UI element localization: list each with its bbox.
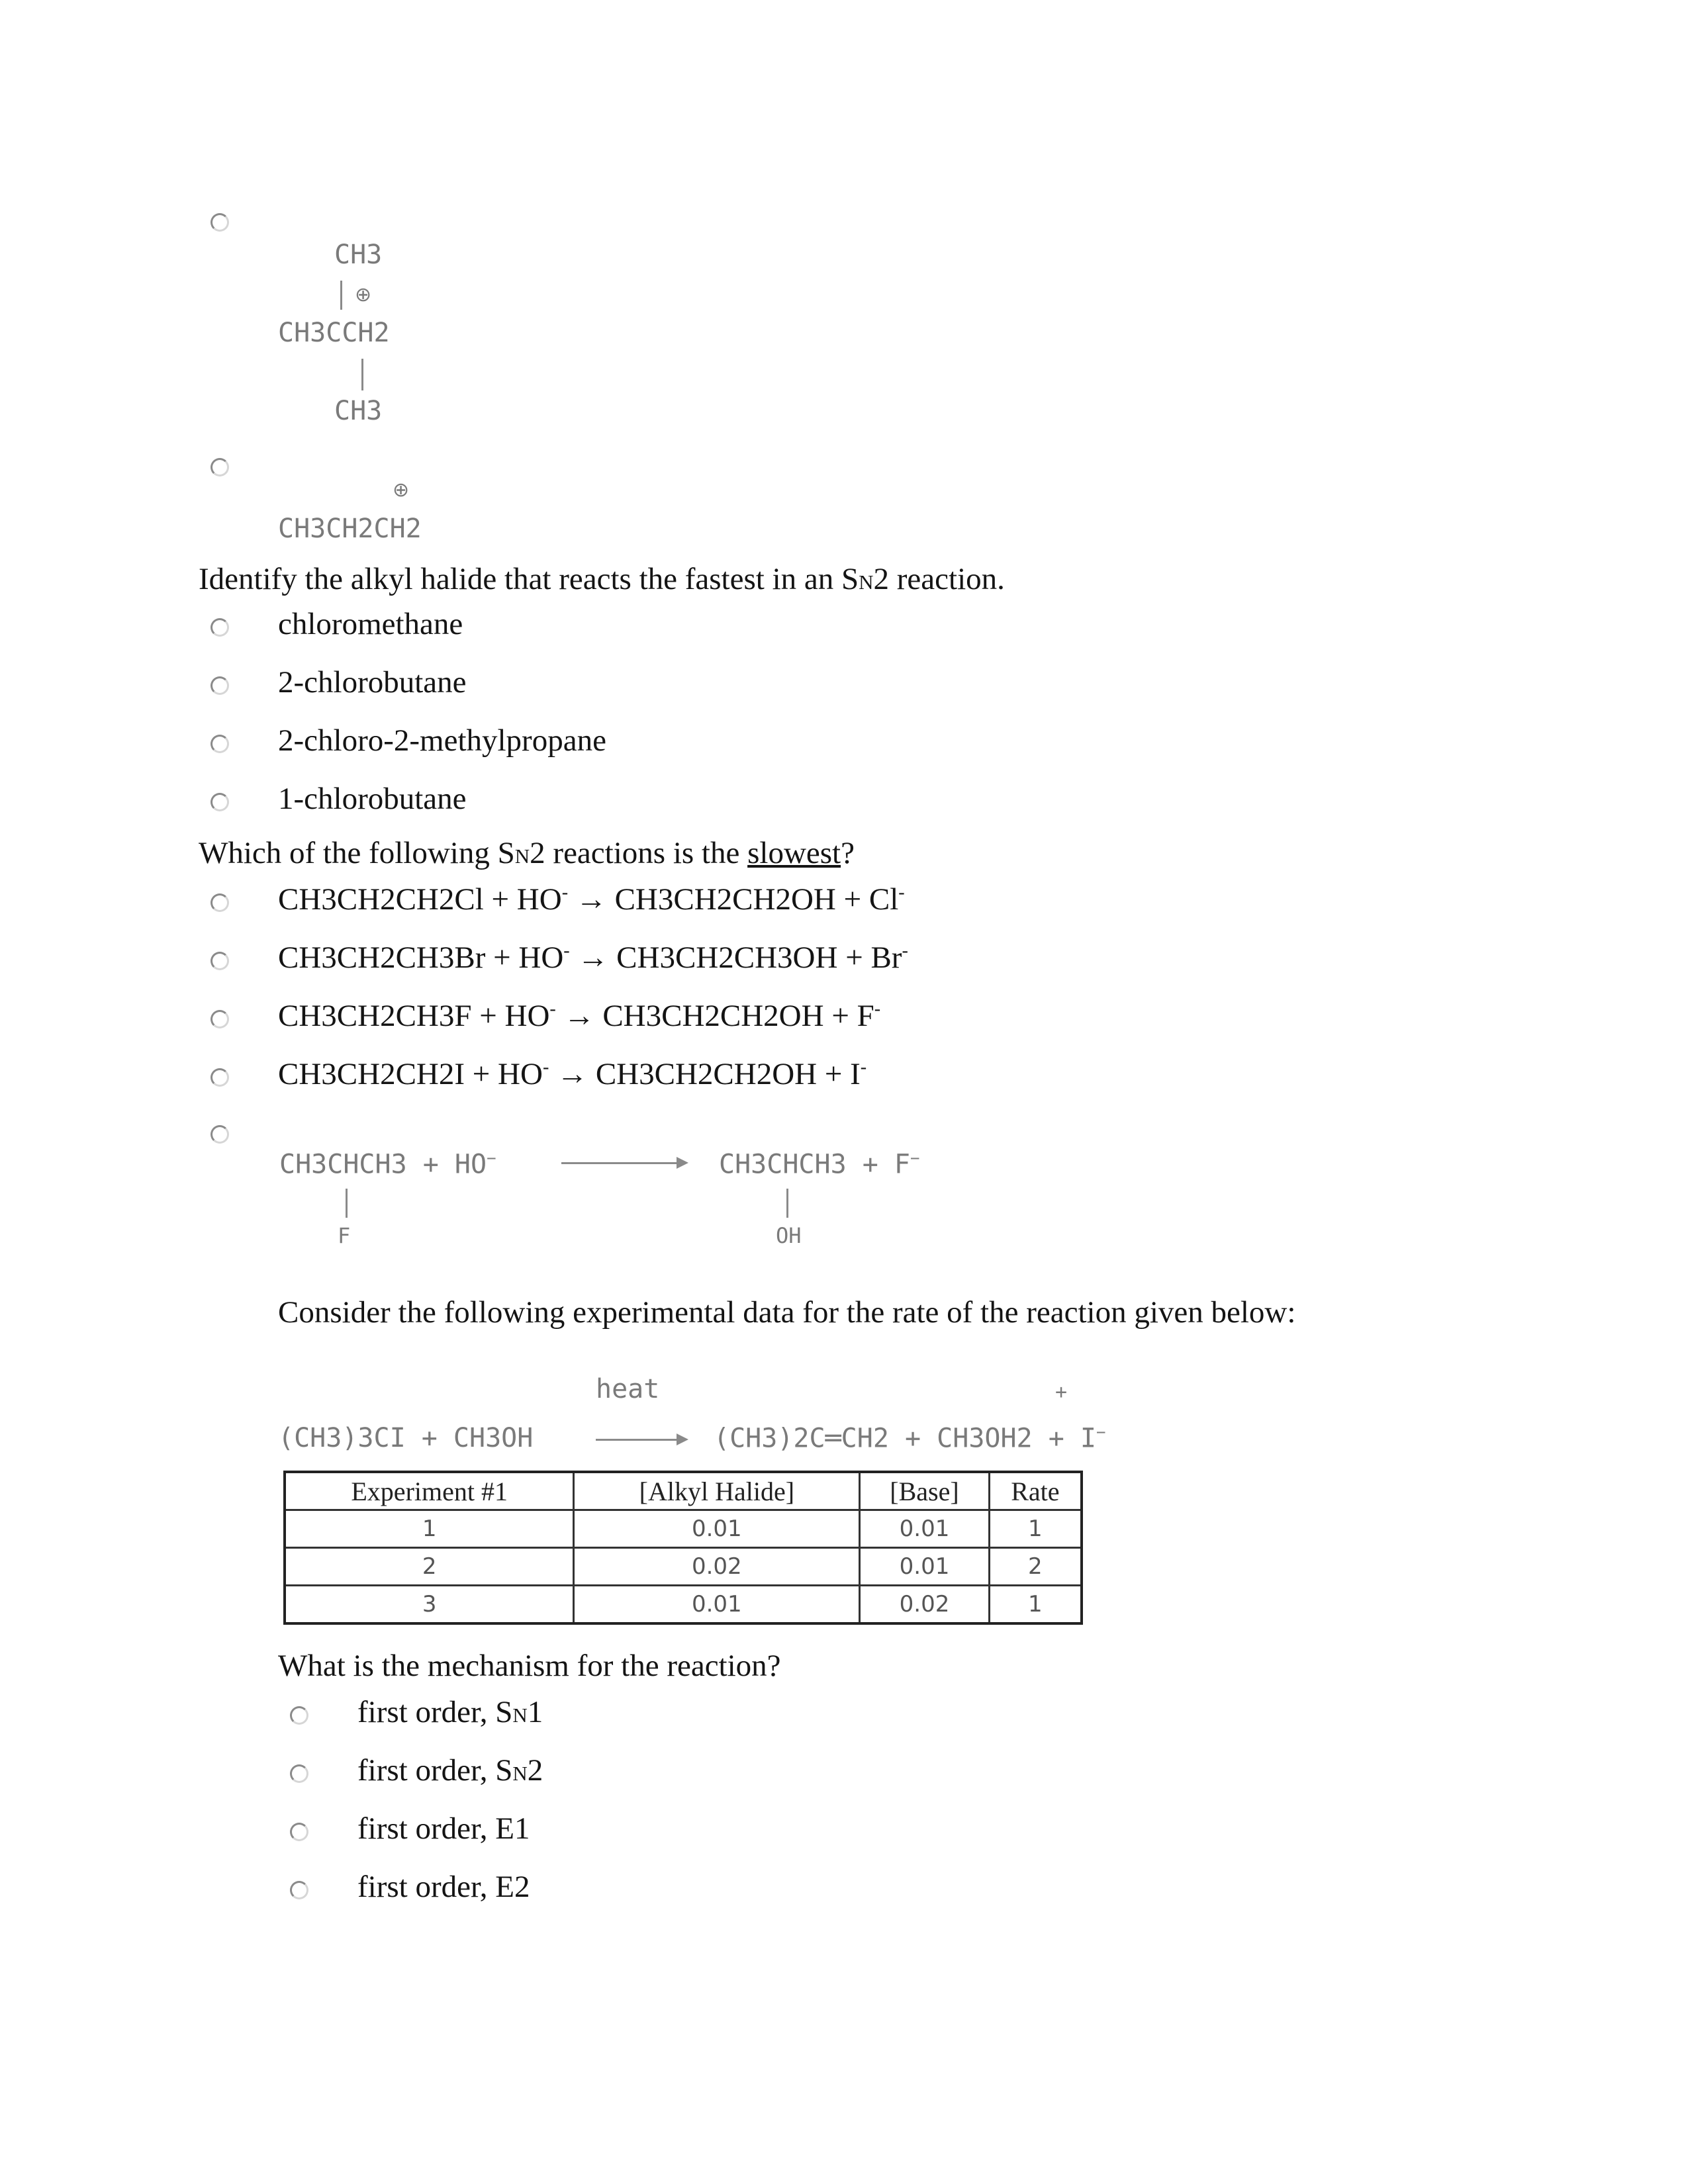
table-cell: 0.01: [860, 1548, 989, 1586]
q3-radio-3[interactable]: [290, 1823, 308, 1841]
carbocation-1-top: CH3: [334, 240, 383, 270]
q2-question: Which of the following SN2 reactions is the slowest?: [199, 836, 855, 870]
table-cell: 1: [989, 1586, 1082, 1624]
q2-option-1: CH3CH2CH2Cl + HO- → CH3CH2CH2OH + Cl-: [278, 882, 905, 917]
carbocation-1-charge: ⊕: [355, 283, 372, 306]
reaction-arrow-line: [561, 1162, 680, 1164]
q1-radio-1[interactable]: [211, 618, 229, 637]
q2-option-4: CH3CH2CH2I + HO- → CH3CH2CH2OH + I-: [278, 1057, 867, 1091]
carbocation-2-formula: CH3CH2CH2: [278, 514, 422, 544]
q1-radio-4[interactable]: [211, 793, 229, 811]
q2-image-option-left: CH3CHCH3 + HO−: [279, 1149, 496, 1180]
q3-option-2: first order, SN2: [357, 1753, 543, 1788]
q3-oxonium-charge: +: [1055, 1381, 1068, 1404]
q2-radio-5[interactable]: [211, 1125, 229, 1144]
q1-option-3: 2-chloro-2-methylpropane: [278, 723, 606, 758]
table-cell: 2: [989, 1548, 1082, 1586]
q3-intro: Consider the following experimental data for the rate of the reaction given below:: [278, 1295, 1296, 1330]
bond-line: [346, 1189, 348, 1218]
q1-question: Identify the alkyl halide that reacts the fastest in an SN2 reaction.: [199, 562, 1005, 596]
col-header-experiment: Experiment #1: [285, 1472, 574, 1510]
table-cell: 2: [285, 1548, 574, 1586]
col-header-alkyl-halide: [Alkyl Halide]: [574, 1472, 860, 1510]
q3-option-3: first order, E1: [357, 1811, 530, 1846]
q2-option-3: CH3CH2CH3F + HO- → CH3CH2CH2OH + F-: [278, 999, 881, 1033]
bond-line: [786, 1189, 788, 1218]
q2-image-substituent-right: OH: [776, 1223, 802, 1248]
table-cell: 1: [285, 1510, 574, 1548]
q3-question: What is the mechanism for the reaction?: [278, 1649, 781, 1683]
q3-radio-1[interactable]: [290, 1706, 308, 1725]
carbocation-1-bottom: CH3: [334, 396, 383, 426]
table-row: [285, 1510, 1082, 1548]
table-row: [285, 1586, 1082, 1624]
reaction-arrow-head: [677, 1433, 688, 1445]
q1-option-1: chloromethane: [278, 607, 463, 641]
table-header-row: [285, 1472, 1082, 1510]
q2-radio-3[interactable]: [211, 1010, 229, 1028]
q2-image-option-right: CH3CHCH3 + F−: [719, 1149, 920, 1180]
q1-option-4: 1-chlorobutane: [278, 782, 467, 816]
bond-line: [340, 281, 342, 310]
q3-option-4: first order, E2: [357, 1870, 530, 1904]
q3-reaction-left: (CH3)3CI + CH3OH: [278, 1423, 534, 1453]
q1-radio-3[interactable]: [211, 735, 229, 753]
table-cell: 0.01: [860, 1510, 989, 1548]
radio-carbocation-1[interactable]: [211, 213, 229, 232]
q1-radio-2[interactable]: [211, 676, 229, 695]
table-cell: 0.01: [574, 1510, 860, 1548]
table-cell: 0.01: [574, 1586, 860, 1624]
col-header-base: [Base]: [860, 1472, 989, 1510]
table-cell: 3: [285, 1586, 574, 1624]
table-cell: 0.02: [574, 1548, 860, 1586]
col-header-rate: Rate: [989, 1472, 1082, 1510]
table-row: [285, 1548, 1082, 1586]
table-cell: 0.02: [860, 1586, 989, 1624]
carbocation-2-charge: ⊕: [393, 478, 410, 502]
q2-image-substituent-left: F: [338, 1223, 351, 1248]
q3-reaction-right: (CH3)2C═CH2 + CH3OH2 + I−: [714, 1423, 1106, 1454]
rate-data-table: [283, 1471, 1083, 1625]
q2-option-2: CH3CH2CH3Br + HO- → CH3CH2CH3OH + Br-: [278, 940, 908, 975]
q3-radio-2[interactable]: [290, 1764, 308, 1783]
table-cell: 1: [989, 1510, 1082, 1548]
reaction-arrow-line: [596, 1439, 679, 1441]
q2-radio-4[interactable]: [211, 1068, 229, 1087]
q3-option-1: first order, SN1: [357, 1695, 543, 1729]
radio-carbocation-2[interactable]: [211, 458, 229, 477]
q2-radio-2[interactable]: [211, 952, 229, 970]
reaction-arrow-head: [677, 1157, 688, 1169]
q1-option-2: 2-chlorobutane: [278, 665, 467, 700]
q3-radio-4[interactable]: [290, 1881, 308, 1899]
bond-line: [361, 359, 363, 390]
q2-radio-1[interactable]: [211, 893, 229, 912]
carbocation-1-mid: CH3CCH2: [278, 318, 390, 348]
q3-heat-label: heat: [596, 1374, 660, 1404]
